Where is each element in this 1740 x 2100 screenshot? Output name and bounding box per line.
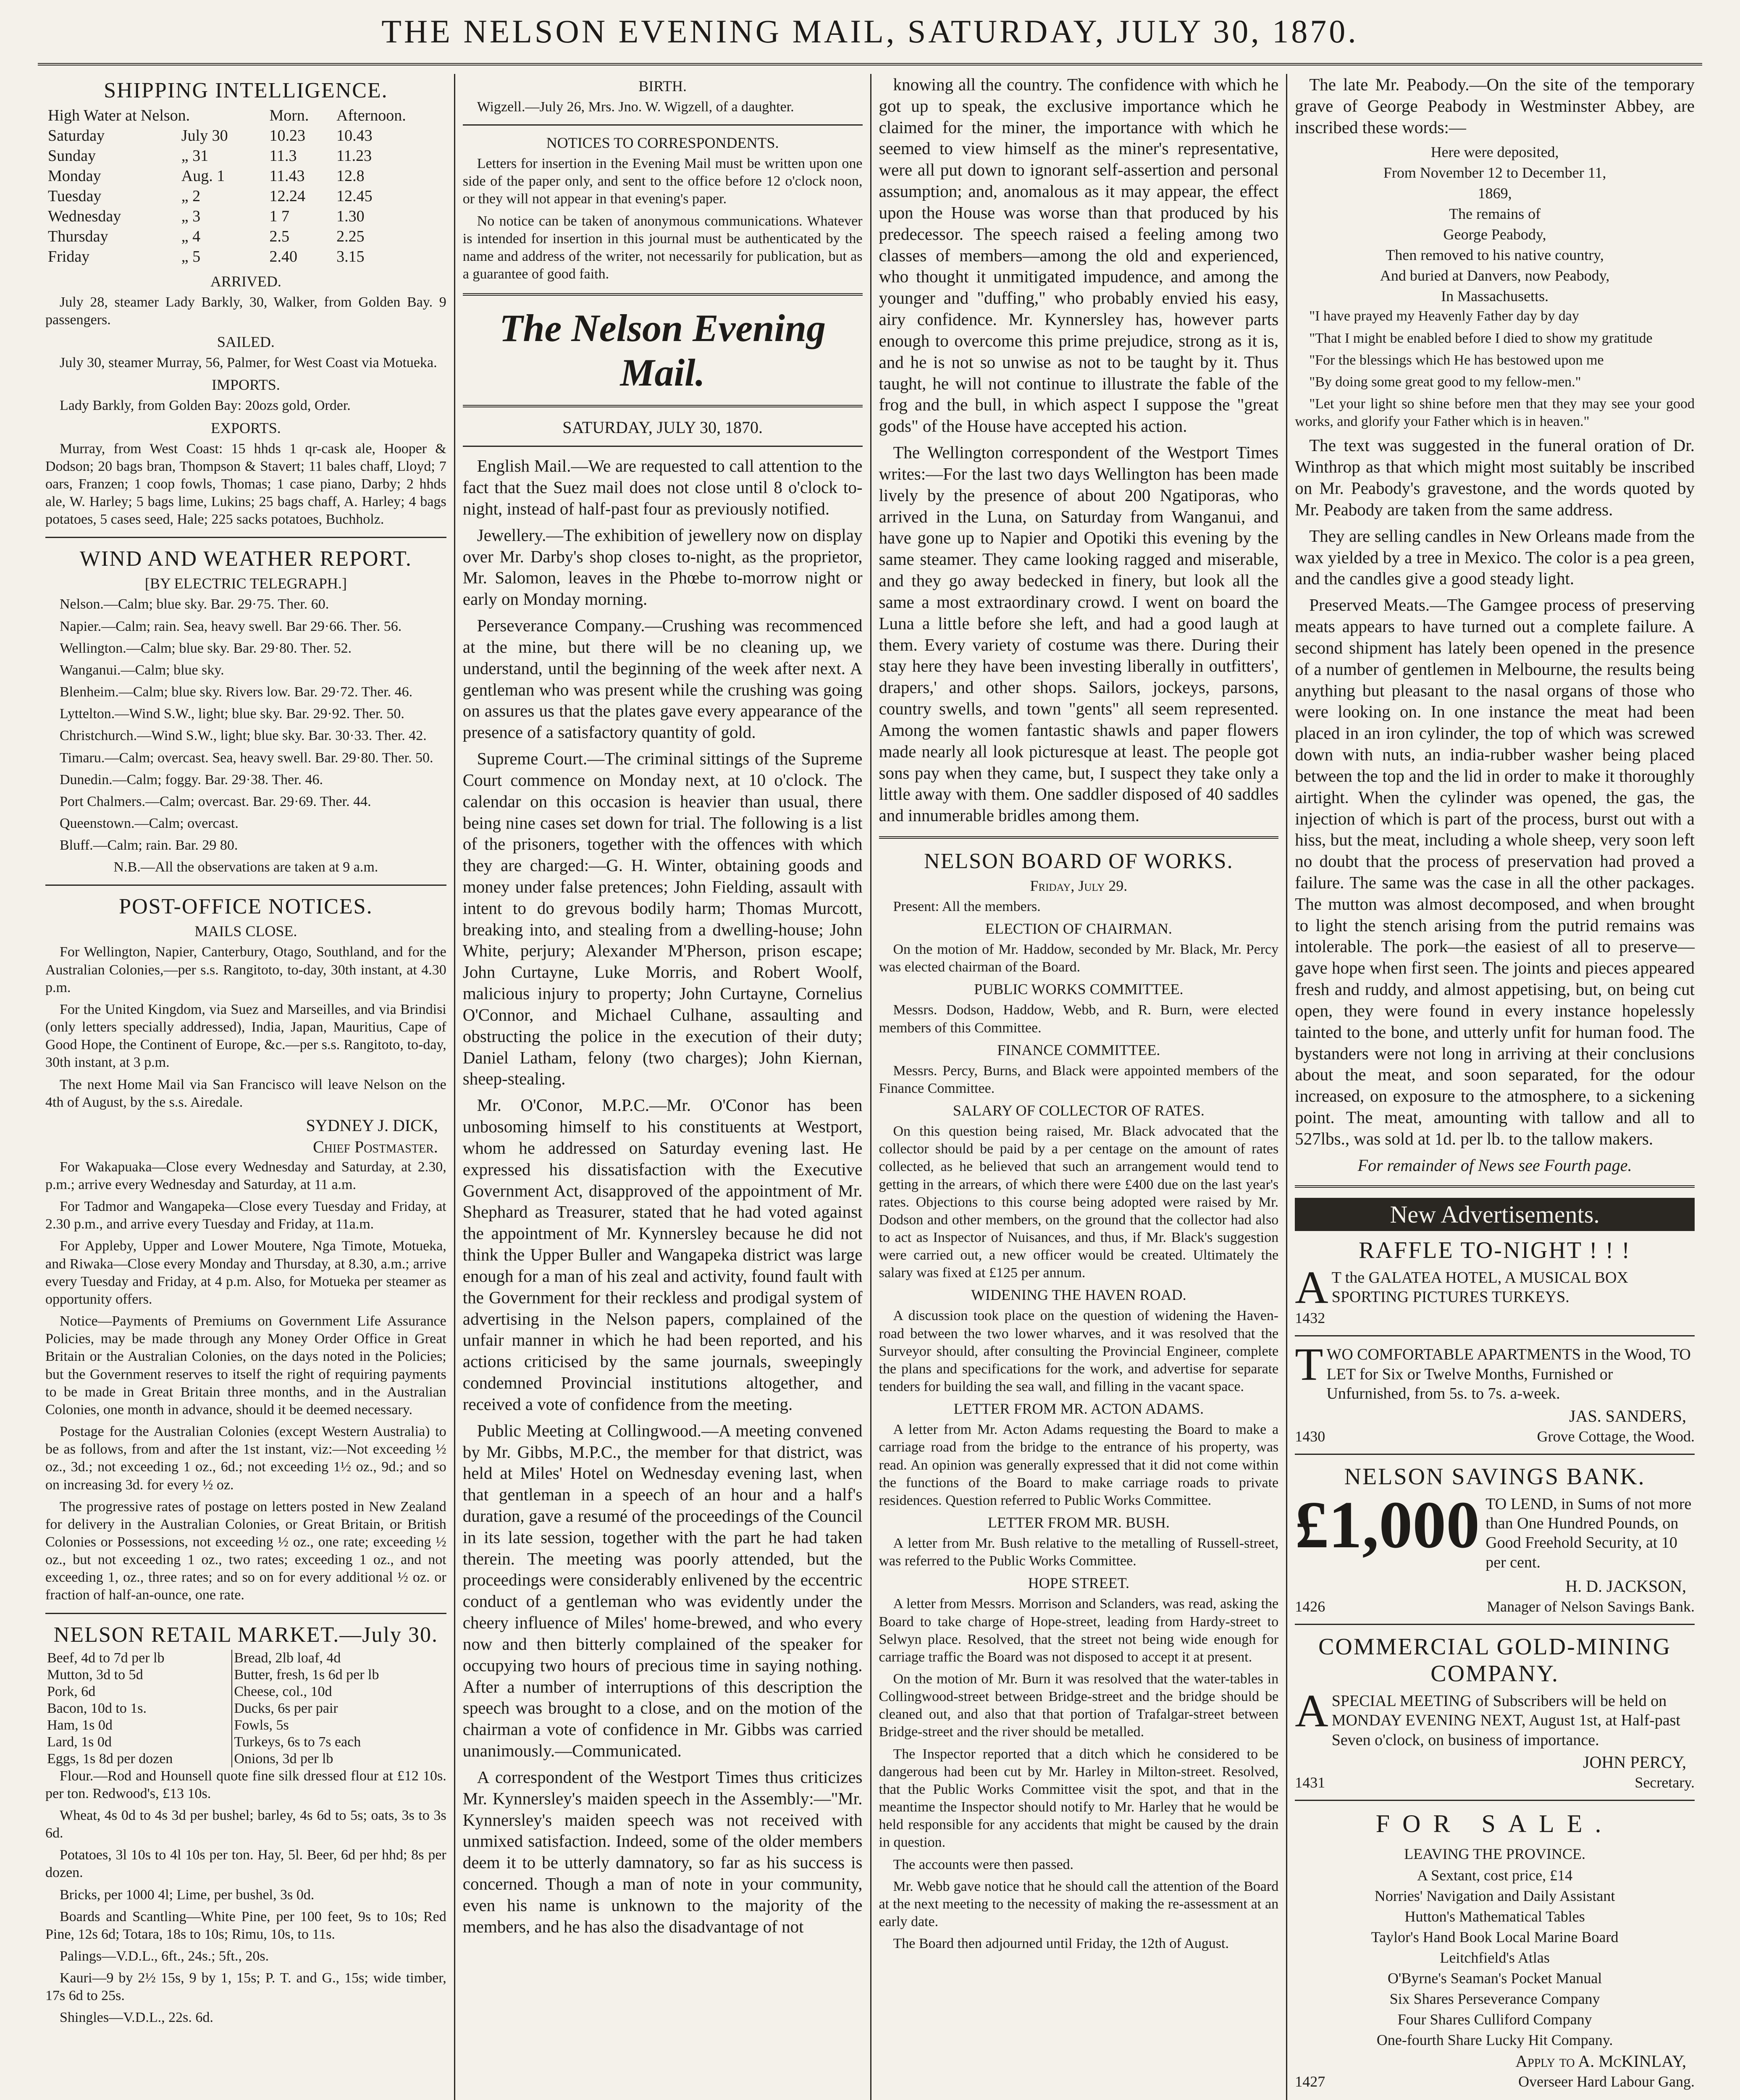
market-cell: Pork, 6d: [45, 1683, 232, 1700]
tide-cell: „ 3: [181, 207, 201, 225]
works-paragraph: On the motion of Mr. Burn it was resolved that the water-tables in Collingwood-street between Bridge-street and the bridge should be cleaned out, and also that that portion of Trafalgar-street between Bridge-street and the river should be metalled.: [879, 1671, 1279, 1740]
imports-text: Lady Barkly, from Golden Bay: 20ozs gold, Order.: [60, 398, 351, 414]
works-paragraph: On this question being raised, Mr. Black advocated that the collector should be paid by a per centage on the amount of rates collected, as he believed that such an arrangement would tend to getting in the arrears, of which there were £400 due on the last year's rates. Objections to this course being adopted were raised by Mr. Dodson and other members, on the ground that the collector had also to act as Inspector of Nuisances, and thus, if Mr. Black's suggestion were carried out, a new officer would be created. Ultimately the salary was fixed at £125 per annum.: [879, 1124, 1279, 1281]
market-row: [45, 1650, 446, 1667]
market-cell: Butter, fresh, 1s 6d per lb: [234, 1667, 379, 1683]
notice-paragraph: Postage for the Australian Colonies (except Western Australia) to be as follows, from and after the 1st instant, viz:—Not exceeding ½ oz., 3d.; not exceeding 1 oz., 6d.; not exceeding 1½ oz., 9d.; and so on increasing 3d. for every ½ oz.: [45, 1424, 446, 1493]
gold-title: Secretary.: [1635, 1774, 1695, 1791]
weather-line: Wellington.—Calm; blue sky. Bar. 29·80. Ther. 52.: [60, 640, 352, 656]
weather-list: [45, 596, 446, 854]
news-paragraph: Supreme Court.—The criminal sittings of the Supreme Court commence on Monday next, at 10 o'clock. The calendar on this occasion is heavier than usual, there being nine cases set down for trial. The following is a list of the prisoners, together with the offences with which they are charged:—G. H. Winter, obtaining goods and money under false pretences; John Fielding, assault with intent to do grevous bodily harm; Thomas Murcott, breaking into, and stealing from a dwelling-house; John White, perjury; Alexander M'Pherson, prison escape; John Curtayne, Luke Morris, and Robert Woolf, malicious injury to property; John Curtayne, Cornelius O'Connor, and Michael Culhane, assaulting and obstructing the police in the execution of their duty; Daniel Latham, felony (two charges); John Kiernan, sheep-stealing.: [462, 749, 863, 1089]
sale-title: Overseer Hard Labour Gang.: [1518, 2073, 1695, 2090]
for-sale-subheading: LEAVING THE PROVINCE.: [1404, 1845, 1585, 1863]
tide-cell: Saturday: [48, 127, 105, 144]
market-heading: NELSON RETAIL MARKET.—July 30.: [53, 1622, 438, 1647]
market-row: [45, 1667, 446, 1683]
imports-heading: IMPORTS.: [211, 376, 280, 394]
for-sale-list: [1295, 1866, 1695, 2050]
market-row: [45, 1700, 446, 1717]
tide-cell: „ 2: [181, 187, 201, 205]
tide-row: [45, 206, 446, 226]
works-paragraph: Mr. Webb gave notice that he should call the attention of the Board at the next meeting to the necessity of making the re-assessment at an early date.: [879, 1878, 1279, 1930]
tide-cell: 2.5: [269, 228, 289, 245]
tide-table: [45, 105, 446, 267]
dateline: SATURDAY, JULY 30, 1870.: [562, 418, 763, 437]
mail-paragraph: The next Home Mail via San Francisco will leave Nelson on the 4th of August, by the s.s. Airedale.: [45, 1076, 446, 1110]
postmaster-title: Chief Postmaster.: [313, 1137, 438, 1156]
arrived-heading: ARRIVED.: [210, 273, 281, 290]
market-cell: Cheese, col., 10d: [234, 1683, 332, 1699]
weather-line: Port Chalmers.—Calm; overcast. Bar. 29·69. Ther. 44.: [60, 793, 371, 809]
market-cell: Bacon, 10d to 1s.: [45, 1700, 232, 1717]
market-cell: Bread, 2lb loaf, 4d: [234, 1650, 341, 1666]
market-row: [45, 1734, 446, 1751]
board-of-works-date: Friday, July 29.: [1030, 877, 1128, 894]
epitaph-line: In Massachusetts.: [1441, 288, 1549, 305]
column-2: [454, 74, 870, 2100]
tide-cell: 11.23: [336, 147, 372, 165]
epitaph-line: George Peabody,: [1443, 226, 1546, 243]
tide-cell: 3.15: [336, 248, 365, 265]
news-paragraph: The text was suggested in the funeral oration of Dr. Winthrop as that which might most suitably be inscribed on Mr. Peabody's gravestone, and the words quoted by Mr. Peabody are taken from the same address.: [1295, 436, 1695, 519]
news-paragraph: The late Mr. Peabody.—On the site of the temporary grave of George Peabody in Westminster Abbey, are inscribed these words:—: [1295, 75, 1695, 137]
sale-item: Leitchfield's Atlas: [1440, 1949, 1550, 1966]
postmaster-name: SYDNEY J. DICK,: [306, 1116, 438, 1135]
divider: [463, 124, 863, 126]
market-paragraph: Palings—V.D.L., 6ft., 24s.; 5ft., 20s.: [60, 1948, 269, 1964]
divider: [1295, 1800, 1695, 1801]
correspondents-heading: NOTICES TO CORRESPONDENTS.: [546, 134, 779, 152]
market-cell: Ham, 1s 0d: [45, 1717, 232, 1734]
epitaph-line: The remains of: [1449, 205, 1541, 223]
works-paragraph: Messrs. Dodson, Haddow, Webb, and R. Burn, were elected members of this Committee.: [879, 1002, 1279, 1036]
mail-paragraph: For Tadmor and Wangapeka—Close every Tuesday and Friday, at 2.30 p.m., and arrive every Tuesday and Friday, at 11a.m.: [45, 1199, 446, 1232]
news-paragraph: Mr. O'Conor, M.P.C.—Mr. O'Conor has been unbosoming himself to his constituents at Westport, whom he addressed on Saturday evening last. He expressed his dissatisfaction with the Executive Government Act, disapproved of the appointment of Mr. Shephard as Treasurer, stated that he had voted against the appointment of Mr. Kynnersley because he did not think the Upper Buller and Wangapeka district was large enough for a man of his zeal and activity, found fault with the Government for their reckless and prodigal system of advertising in the Nelson papers, complained of the unfair manner in which he had been reported, and his actions criticised by the same journals, sweepingly condemned Provincial institutions altogether, and received a vote of confidence from the meeting.: [462, 1095, 863, 1414]
bank-manager-title: Manager of Nelson Savings Bank.: [1487, 1598, 1695, 1615]
market-paragraph: Potatoes, 3l 10s to 4l 10s per ton. Hay, 5l. Beer, 6d per hhd; 8s per dozen.: [45, 1847, 446, 1881]
sale-item: One-fourth Share Lucky Hit Company.: [1376, 2032, 1613, 2049]
tide-row: [45, 166, 446, 186]
sale-item: Taylor's Hand Book Local Marine Board: [1371, 1929, 1619, 1946]
verse-line: "For the blessings which He has bestowed upon me: [1309, 352, 1604, 368]
tide-cell: Wednesday: [48, 207, 121, 225]
tide-cell: Friday: [48, 248, 90, 265]
epitaph: [1295, 143, 1695, 306]
works-subheading: FINANCE COMMITTEE.: [997, 1041, 1160, 1058]
news-paragraph: Preserved Meats.—The Gamgee process of preserving meats appears to have turned out a complete failure. A second shipment has lately been opened in the presence of a number of gentlemen in Melbourne, the results being anything but pleasant to the nasal organs of those who were looking on. In one instance the meat had been placed in an iron cylinder, the top of which was screwed down with nuts, an india-rubber washer being placed between the top and the lid in order to make it thoroughly airtight. When the cylinder was opened, the gas, the injection of which is part of the process, burst out with a hiss, but the meat, including a whole sheep, very soon left no doubt that the process of preservation had proved a failure. The same was the case in all the other packages. The mutton was almost decomposed, and when brought to light the stench arising from the putrid remains was intolerable. The pork—the easiest of all to preserve—gave hope when first seen. The joints and pieces appeared fresh and ruddy, and almost appetising, but, on being cut open, they were found in every instance hopelessly tainted to the bone, and utterly unfit for human food. The bystanders were not long in arriving at their conclusions about the meat, and soon separated, for the odour increased, on exposure to the atmosphere, to a sickening point. The meat, amounting with tallow and all to 527lbs., was sold at 1d. per lb. to the tallow makers.: [1295, 595, 1695, 1148]
divider: [1295, 1335, 1695, 1336]
gold-dropcap: A: [1295, 1685, 1328, 1736]
sailed-heading: SAILED.: [217, 333, 275, 351]
works-subheading: SALARY OF COLLECTOR OF RATES.: [953, 1102, 1205, 1119]
rooms-ad: [1295, 1339, 1695, 1403]
mail-paragraph: For Appleby, Upper and Lower Moutere, Nga Timote, Motueka, and Riwaka—Close every Monday and Thursday, at 8.30, a.m.; arrive every Tuesday and Friday, at 4 p.m. Also, for Motueka per steamer as opportunity offers.: [45, 1238, 446, 1307]
market-row: [45, 1683, 446, 1700]
divider: [1295, 1624, 1695, 1625]
divider: [45, 537, 446, 538]
postal-notices: [45, 1312, 446, 1604]
sale-item: Hutton's Mathematical Tables: [1404, 1908, 1585, 1925]
tide-cell: July 30: [181, 127, 228, 144]
works-paragraph: Messrs. Percy, Burns, and Black were appointed members of the Finance Committee.: [879, 1063, 1279, 1096]
market-cell: Beef, 4d to 7d per lb: [45, 1650, 232, 1667]
paper-title: The Nelson Evening Mail.: [499, 307, 826, 394]
verse-line: "I have prayed my Heavenly Father day by day: [1309, 308, 1579, 324]
sale-item: Four Shares Culliford Company: [1397, 2011, 1592, 2028]
news-items: [463, 455, 863, 1937]
news-items-2: [1295, 435, 1695, 1149]
news-paragraph: Jewellery.—The exhibition of jewellery now on display over Mr. Darby's shop closes to-night, as the proprietor, Mr. Salomon, leaves in the Phœbe to-morrow night or early on Monday morning.: [462, 525, 863, 609]
epitaph-line: Here were deposited,: [1430, 144, 1559, 161]
market-row: [45, 1717, 446, 1734]
tide-cell: 2.25: [336, 228, 365, 245]
masthead: THE NELSON EVENING MAIL, SATURDAY, JULY 30, 1870.: [38, 0, 1702, 66]
correspondents-paragraph: Letters for insertion in the Evening Mail must be written upon one side of the paper only, and sent to the office before 12 o'clock noon, or they will not appear in that evening's paper.: [462, 156, 863, 207]
post-office-heading: POST-OFFICE NOTICES.: [119, 895, 373, 919]
tide-cell: Sunday: [48, 147, 96, 165]
weather-line: Timaru.—Calm; overcast. Sea, heavy swell. Bar. 29·80. Ther. 50.: [60, 750, 433, 766]
works-subheading: PUBLIC WORKS COMMITTEE.: [974, 981, 1184, 998]
works-paragraph: The accounts were then passed.: [893, 1856, 1074, 1872]
birth-text: Wigzell.—July 26, Mrs. Jno. W. Wigzell, of a daughter.: [477, 99, 794, 115]
works-subheading: WIDENING THE HAVEN ROAD.: [971, 1286, 1186, 1304]
sale-item: O'Byrne's Seaman's Pocket Manual: [1387, 1970, 1602, 1987]
sailed-text: July 30, steamer Murray, 56, Palmer, for West Coast via Motueka.: [60, 355, 437, 371]
savings-bank-heading: NELSON SAVINGS BANK.: [1344, 1463, 1646, 1490]
epitaph-line: From November 12 to December 11,: [1383, 164, 1606, 181]
exports-heading: EXPORTS.: [210, 419, 281, 436]
tide-cell: 11.43: [269, 167, 305, 185]
mail-paragraph: For the United Kingdom, via Suez and Marseilles, and via Brindisi (only letters specially addressed), India, Japan, Mauritius, Cape of Good Hope, the Continent of Europe, &c.—per s.s. Rangitoto, to-day, 30th instant, at 3 p.m.: [45, 1001, 446, 1071]
weather-line: Blenheim.—Calm; blue sky. Rivers low. Bar. 29·72. Ther. 46.: [60, 684, 413, 700]
raffle-heading: RAFFLE TO-NIGHT ! ! !: [1359, 1237, 1631, 1263]
correspondents-paragraph: No notice can be taken of anonymous communications. Whatever is intended for insertion in this journal must be authenticated by the name and address of the writer, not necessarily for publication, but as a guarantee of good faith.: [462, 213, 863, 282]
birth-heading: BIRTH.: [638, 78, 687, 94]
market-paragraph: Kauri—9 by 2½ 15s, 9 by 1, 15s; P. T. and G., 15s; wide timber, 17s 6d to 25s.: [45, 1970, 446, 2004]
market-cell: Fowls, 5s: [234, 1717, 289, 1733]
raffle-ad: [1295, 1261, 1695, 1313]
rooms-address: Grove Cottage, the Wood.: [1537, 1428, 1695, 1445]
tide-cell: 1.30: [336, 207, 365, 225]
present-line: Present: All the members.: [893, 898, 1041, 914]
divider: [45, 1613, 446, 1614]
news-paragraph: Public Meeting at Collingwood.—A meeting convened by Mr. Gibbs, M.P.C., the member for that district, was held at Miles' Hotel on Wednesday evening last, when that gentleman in a speech of an hour and a half's duration, gave a resumé of the proceedings of the Council in its late session, together with the part he had taken therein. The meeting was poorly attended, but the proceedings were considerably enlivened by the eccentric conduct of a gentleman who was evidently under the cheery influence of Miles' home-brewed, and who every now and then bitterly complained of the speaker for occupying two hours of precious time in saying nothing. After a number of interruptions of this description the speech was brought to a close, and on the motion of the chairman a vote of confidence in Mr. Gibbs was carried unanimously.—Communicated.: [462, 1420, 863, 1761]
sale-number: 1427: [1295, 2073, 1325, 2090]
news-items: [879, 74, 1279, 826]
tide-cell: 12.8: [336, 167, 365, 185]
market-cell: Onions, 3d per lb: [234, 1751, 333, 1767]
market-paragraph: Flour.—Rod and Hounsell quote fine silk dressed flour at £12 10s. per ton. Redwood's, £13 10s.: [45, 1768, 446, 1801]
tide-cell: 12.24: [269, 187, 305, 205]
news-paragraph: The Wellington correspondent of the Westport Times writes:—For the last two days Wellington has been made lively by the presence of about 200 Ngatiporas, who arrived in the Luna, on Saturday from Wanganui, and have gone up to Napier and Opotiki this evening by the same steamer. They came looking ragged and miserable, and they go away bedecked in finery, but look all the same a most extraordinary crowd. I went on board the Luna a little before she left, and had a good laugh at them. Every variety of costume was there. During their stay here they have been investing liberally in outfitters', drapers,' and other shops. Sailors, jockeys, parsons, country swells, and town "gents" all seem represented. Among the women fantastic shawls and paper flowers made nearly all look picturesque at least. The people got sons pay when they came, but, I suspect they take only a little away with them. One saddler disposed of 40 saddles and innumerable bridles among them.: [879, 443, 1279, 825]
local-mails-list: [45, 1158, 446, 1308]
remainder-note: For remainder of News see Fourth page.: [1357, 1155, 1632, 1175]
market-cell: Ducks, 6s per pair: [234, 1700, 338, 1716]
market-paragraph: Bricks, per 1000 4l; Lime, per bushel, 3s 0d.: [60, 1887, 315, 1903]
weather-line: Queenstown.—Calm; overcast.: [60, 815, 239, 831]
raffle-text: T the GALATEA HOTEL, A MUSICAL BOX SPORTING PICTURES TURKEYS.: [1331, 1268, 1628, 1306]
sale-apply: Apply to A. McKINLAY,: [1515, 2052, 1686, 2071]
tide-cell: 1 7: [269, 207, 289, 225]
board-of-works-report: [879, 920, 1279, 1953]
news-paragraph: A correspondent of the Westport Times thus criticizes Mr. Kynnersley's maiden speech in the Assembly:—"Mr. Kynnersley's maiden speech was not received with unmixed satisfaction. Indeed, some of the older members deem it to be utterly damnatory, so far as his success is concerned. Though a man of note in your community, even his name is unknown to the majority of the members, and he has also the disadvantage of not: [462, 1767, 863, 1936]
mails-list: [45, 943, 446, 1111]
news-paragraph: English Mail.—We are requested to call attention to the fact that the Suez mail does not close until 8 o'clock to-night, instead of half-past four as previously notified.: [462, 456, 863, 518]
rooms-text: WO COMFORTABLE APARTMENTS in the Wood, TO LET for Six or Twelve Months, Furnished or Unfurnished, from 5s. to 7s. a-week.: [1326, 1346, 1691, 1403]
weather-line: Nelson.—Calm; blue sky. Bar. 29·75. Ther. 60.: [60, 596, 329, 612]
column-1: [38, 74, 454, 2100]
tide-cell: Thursday: [48, 228, 108, 245]
tide-cell: Monday: [48, 167, 101, 185]
exports-text: Murray, from West Coast: 15 hhds 1 qr-cask ale, Hooper & Dodson; 20 bags bran, Thompson & Stavert; 11 bales chaff, Lloyd; 7 oars, Franzen; 1 coop fowls, Thomas; 1 case piano, Darby; 2 hhds ale, W. Harley; 5 bags lime, Lukins; 25 bags chaff, A. Harley; 4 bags potatoes, 5 cases seed, Hale; 225 sacks potatoes, Buchholz.: [45, 441, 446, 528]
tide-cell: 2.40: [269, 248, 297, 265]
works-paragraph: The Board then adjourned until Friday, the 12th of August.: [893, 1936, 1229, 1952]
divider: [1295, 1185, 1695, 1188]
sale-item: Six Shares Perseverance Company: [1389, 1990, 1600, 2008]
notice-paragraph: Notice—Payments of Premiums on Government Life Assurance Policies, may be made through any Money Order Office in Great Britain or the Australian Colonies, on the days noted in the Policies; but the Government reserves to itself the right of requiring payments to be made in Great Britain three months, and in the Australian Colonies, one month in advance, should it be deemed necessary.: [45, 1313, 446, 1418]
board-of-works-heading: NELSON BOARD OF WORKS.: [924, 849, 1233, 873]
works-subheading: LETTER FROM MR. BUSH.: [987, 1514, 1170, 1531]
market-cell: Mutton, 3d to 5d: [45, 1667, 232, 1683]
weather-line: Dunedin.—Calm; foggy. Bar. 29·38. Ther. 46.: [60, 772, 323, 788]
correspondents-notice: [463, 155, 863, 283]
rooms-dropcap: T: [1295, 1339, 1323, 1390]
weather-line: Christchurch.—Wind S.W., light; blue sky. Bar. 30·33. Ther. 42.: [60, 728, 427, 744]
tide-row: [45, 126, 446, 146]
market-paragraph: Wheat, 4s 0d to 4s 3d per bushel; barley, 4s 6d to 5s; oats, 3s to 3s 6d.: [45, 1807, 446, 1841]
shipping-heading: SHIPPING INTELLIGENCE.: [104, 79, 388, 102]
rooms-number: 1430: [1295, 1428, 1325, 1445]
arrived-text: July 28, steamer Lady Barkly, 30, Walker, from Golden Bay. 9 passengers.: [45, 294, 446, 328]
bank-text: TO LEND, in Sums of not more than One Hundred Pounds, on Good Freehold Security, at 10 per cent.: [1485, 1495, 1692, 1571]
tide-col-afternoon: Afternoon.: [336, 107, 406, 124]
tide-col-morn: Morn.: [269, 107, 309, 124]
for-sale-heading: FOR SALE.: [1375, 1810, 1614, 1838]
market-cell: Turkeys, 6s to 7s each: [234, 1734, 361, 1750]
sale-item: A Sextant, cost price, £14: [1417, 1867, 1573, 1884]
works-paragraph: The Inspector reported that a ditch which he considered to be dangerous had been cut by Mr. Harley in Milton-street. Resolved, that the Public Works Committee visit the spot, and that in the meantime the Inspector should notify to Mr. Harley that he would be held responsible for any accidents that might be caused by the drain in question.: [879, 1746, 1279, 1851]
savings-bank-ad: [1295, 1487, 1695, 1572]
gold-signature: JOHN PERCY,: [1583, 1753, 1686, 1772]
bank-number: 1426: [1295, 1598, 1325, 1615]
works-paragraph: On the motion of Mr. Haddow, seconded by Mr. Black, Mr. Percy was elected chairman of the Board.: [879, 942, 1279, 975]
divider: [45, 885, 446, 886]
mail-paragraph: For Wakapuaka—Close every Wednesday and Saturday, at 2.30, p.m.; arrive every Wednesday and Saturday, at 11 a.m.: [45, 1159, 446, 1192]
mails-close-heading: MAILS CLOSE.: [194, 923, 297, 940]
epitaph-verse: [1295, 307, 1695, 430]
weather-subheading: [BY ELECTRIC TELEGRAPH.]: [144, 575, 347, 592]
verse-line: "Let your light so shine before men that they may see your good works, and glorify your Father which is in heaven.": [1295, 396, 1695, 430]
divider: [463, 446, 863, 447]
tide-cell: 12.45: [336, 187, 373, 205]
gold-text: SPECIAL MEETING of Subscribers will be held on MONDAY EVENING NEXT, August 1st, at Half-past Seven o'clock, on business of importance.: [1331, 1692, 1680, 1749]
gold-number: 1431: [1295, 1774, 1325, 1791]
tide-cell: „ 4: [181, 228, 201, 245]
market-cell: Lard, 1s 0d: [45, 1734, 232, 1751]
divider: [879, 836, 1279, 839]
raffle-number: 1432: [1295, 1310, 1325, 1327]
weather-line: Wanganui.—Calm; blue sky.: [60, 662, 224, 678]
gold-mining-heading: COMMERCIAL GOLD-MINING COMPANY.: [1318, 1633, 1672, 1687]
news-paragraph: Perseverance Company.—Crushing was recommenced at the mine, but there will be no cleaning up, we understand, until the beginning of the week after next. A gentleman who was present while the crushing was going on assures us that the plates gave every appearance of the presence of a satisfactory quantity of gold.: [462, 616, 863, 742]
news-paragraph: They are selling candles in New Orleans made from the wax yielded by a tree in Mexico. The color is a pea green, and the candles give a good steady light.: [1295, 526, 1695, 588]
epitaph-line: And buried at Danvers, now Peabody,: [1380, 267, 1610, 284]
weather-line: Napier.—Calm; rain. Sea, heavy swell. Bar 29·66. Ther. 56.: [60, 618, 402, 634]
market-notes: [45, 1767, 446, 2027]
market-table: [45, 1650, 446, 1767]
raffle-dropcap: A: [1295, 1261, 1328, 1313]
divider: [1295, 1454, 1695, 1455]
epitaph-line: 1869,: [1478, 185, 1512, 202]
tide-cell: 10.43: [336, 127, 373, 144]
weather-line: Bluff.—Calm; rain. Bar. 29 80.: [60, 837, 238, 853]
tide-row: [45, 247, 446, 267]
rooms-signature: JAS. SANDERS,: [1569, 1406, 1686, 1425]
works-subheading: HOPE STREET.: [1028, 1575, 1130, 1592]
mail-paragraph: For Wellington, Napier, Canterbury, Otago, Southland, and for the Australian Colonies,—per s.s. Rangitoto, to-day, 30th instant, at 4.30 p.m.: [45, 944, 446, 995]
tide-label: High Water at Nelson.: [48, 107, 190, 124]
tide-cell: „ 5: [181, 248, 201, 265]
works-paragraph: A letter from Messrs. Morrison and Sclanders, was read, asking the Board to take charge of Hope-street, leading from Hardy-street to Selwyn place. Resolved, that the street not being wide enough for carriage traffic the Board was not disposed to accept it at present.: [879, 1596, 1279, 1665]
works-paragraph: A letter from Mr. Acton Adams requesting the Board to make a carriage road from the bridge to the entrance of his property, was read. An opinion was generally expressed that it did not come within the functions of the Board to make carriage roads to private residences. Question referred to Public Works Committee.: [879, 1422, 1279, 1508]
tide-cell: 10.23: [269, 127, 305, 144]
market-cell: Eggs, 1s 8d per dozen: [45, 1751, 232, 1767]
tide-cell: Tuesday: [48, 187, 102, 205]
divider: [463, 293, 863, 296]
works-subheading: ELECTION OF CHAIRMAN.: [985, 920, 1172, 937]
works-subheading: LETTER FROM MR. ACTON ADAMS.: [953, 1400, 1204, 1418]
tide-cell: 11.3: [269, 147, 297, 165]
tide-row: [45, 146, 446, 166]
tide-row: [45, 226, 446, 247]
news-items: [1295, 74, 1695, 138]
weather-heading: WIND AND WEATHER REPORT.: [79, 547, 412, 571]
verse-line: "That I might be enabled before I died to show my gratitude: [1309, 330, 1653, 346]
works-paragraph: A discussion took place on the question of widening the Haven-road between the two lower wharves, and it was resolved that the Surveyor should, after consulting the Provincial Engineer, complete the plans and specifications for the work, and advertise for separate tenders for building the sea wall, and filling in the vacant space.: [879, 1308, 1279, 1395]
gold-mining-ad: [1295, 1685, 1695, 1750]
epitaph-line: Then removed to his native country,: [1386, 247, 1604, 264]
market-paragraph: Shingles—V.D.L., 22s. 6d.: [60, 2010, 213, 2026]
divider: [463, 405, 863, 407]
notice-paragraph: The progressive rates of postage on letters posted in New Zealand for delivery in the Australian Colonies, or Great Britain, or British Colonies or Possessions, not exceeding ½ oz., one rate; exceeding ½ oz., but not exceeding 1 oz., two rates; exceeding 1 oz., and not exceeding 1, oz., three rates; and so on for every additional ½ oz. or fraction of half-an-ounce, one rate.: [45, 1499, 446, 1603]
verse-line: "By doing some great good to my fellow-men.": [1309, 374, 1581, 390]
tide-cell: Aug. 1: [181, 167, 225, 185]
bank-amount: £1,000: [1295, 1487, 1480, 1562]
new-advertisements-banner: New Advertisements.: [1295, 1198, 1695, 1231]
works-paragraph: A letter from Mr. Bush relative to the metalling of Russell-street, was referred to the Public Works Committee.: [879, 1536, 1279, 1569]
tide-cell: „ 31: [181, 147, 209, 165]
sale-item: Norries' Navigation and Daily Assistant: [1374, 1887, 1615, 1905]
weather-line: Lyttelton.—Wind S.W., light; blue sky. Bar. 29·92. Ther. 50.: [60, 706, 404, 722]
column-3: [870, 74, 1286, 2100]
market-paragraph: Boards and Scantling—White Pine, per 100 feet, 9s to 10s; Red Pine, 12s 6d; Totara, 18s to 10s; Rimu, 10s, to 11s.: [45, 1908, 446, 1942]
tide-row: [45, 186, 446, 206]
bank-signature: H. D. JACKSON,: [1565, 1576, 1686, 1596]
weather-note: N.B.—All the observations are taken at 9 a.m.: [113, 859, 378, 875]
column-4: [1286, 74, 1702, 2100]
news-paragraph: knowing all the country. The confidence with which he got up to speak, the exclusive importance which he claimed for the miner, the importance with which he seemed to view himself as the miner's representative, were all put down to ignorant self-assertion and personal assumption; and, anomalous as it may appear, the effect upon the House was worse than that produced by his predecessor. The speech raised a feeling among two classes of members—among the old and experienced, who thought it unmitigated impudence, and among the younger and "duffing," who probably envied his easy, airy confidence. Mr. Kynnersley has, however parts enough to overcome this prime prejudice, strong as it is, and he is not so unwise as not to be taught by it. Thus taught, he will not continue to illustrate the fable of the frog and the bull, in which aspect I suppose the "great gods" of the House have accepted his action.: [879, 75, 1279, 436]
columns: [38, 74, 1702, 2100]
market-row: [45, 1751, 446, 1767]
